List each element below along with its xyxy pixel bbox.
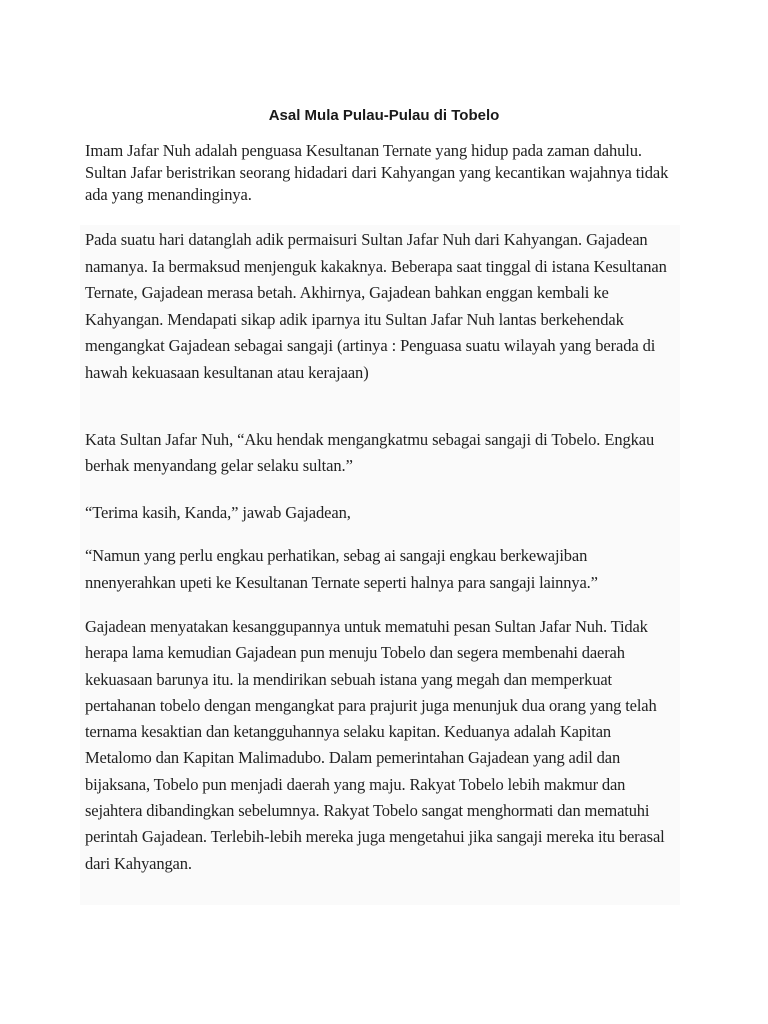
page-title: Asal Mula Pulau-Pulau di Tobelo	[268, 107, 500, 124]
paragraph-obligation: “Namun yang perlu engkau perhatikan, sebag ai sangaji engkau berkewajiban nnenyerahkan upeti ke Kesultanan Ternate seperti halnya para sangaji lainnya.”	[85, 546, 598, 592]
paragraph-reply: “Terima kasih, Kanda,” jawab Gajadean,	[85, 503, 351, 522]
paragraph-sultan-speech: Kata Sultan Jafar Nuh, “Aku hendak mengangkatmu sebagai sangaji di Tobelo. Engkau berhak menyandang gelar selaku sultan.”	[85, 430, 655, 475]
paragraph-intro: Imam Jafar Nuh adalah penguasa Kesultanan Ternate yang hidup pada zaman dahulu. Sultan Jafar beristrikan seorang hidadari dari Kahyangan yang kecantikan wajahnya tidak ada yang menandinginya.	[85, 141, 669, 204]
paragraph-rule: Gajadean menyatakan kesanggupannya untuk mematuhi pesan Sultan Jafar Nuh. Tidak herapa lama kemudian Gajadean pun menuju Tobelo dan segera membenahi daerah kekuasaan barunya itu. la mendirikan sebuah istana yang megah dan memperkuat pertahanan tobelo dengan mengangkat para prajurit juga menunjuk dua orang yang telah ternama kesaktian dan ketangguhannya selaku kapitan. Keduanya adalah Kapitan Metalomo dan Kapitan Malimadubo. Dalam pemerintahan Gajadean yang adil dan bijaksana, Tobelo pun menjadi daerah yang maju. Rakyat Tobelo lebih makmur dan sejahtera dibandingkan sebelumnya. Rakyat Tobelo sangat menghormati dan mematuhi perintah Gajadean. Terlebih-lebih mereka juga mengetahui jika sangaji mereka itu berasal dari Kahyangan.	[85, 617, 665, 873]
paragraph-arrival: Pada suatu hari datanglah adik permaisuri Sultan Jafar Nuh dari Kahyangan. Gajadean namanya. Ia bermaksud menjenguk kakaknya. Beberapa saat tinggal di istana Kesultanan Ternate, Gajadean merasa betah. Akhirnya, Gajadean bahkan enggan kembali ke Kahyangan. Mendapati sikap adik iparnya itu Sultan Jafar Nuh lantas berkehendak mengangkat Gajadean sebagai sangaji (artinya : Penguasa suatu wilayah yang berada di hawah kekuasaan kesultanan atau kerajaan)	[85, 230, 667, 382]
